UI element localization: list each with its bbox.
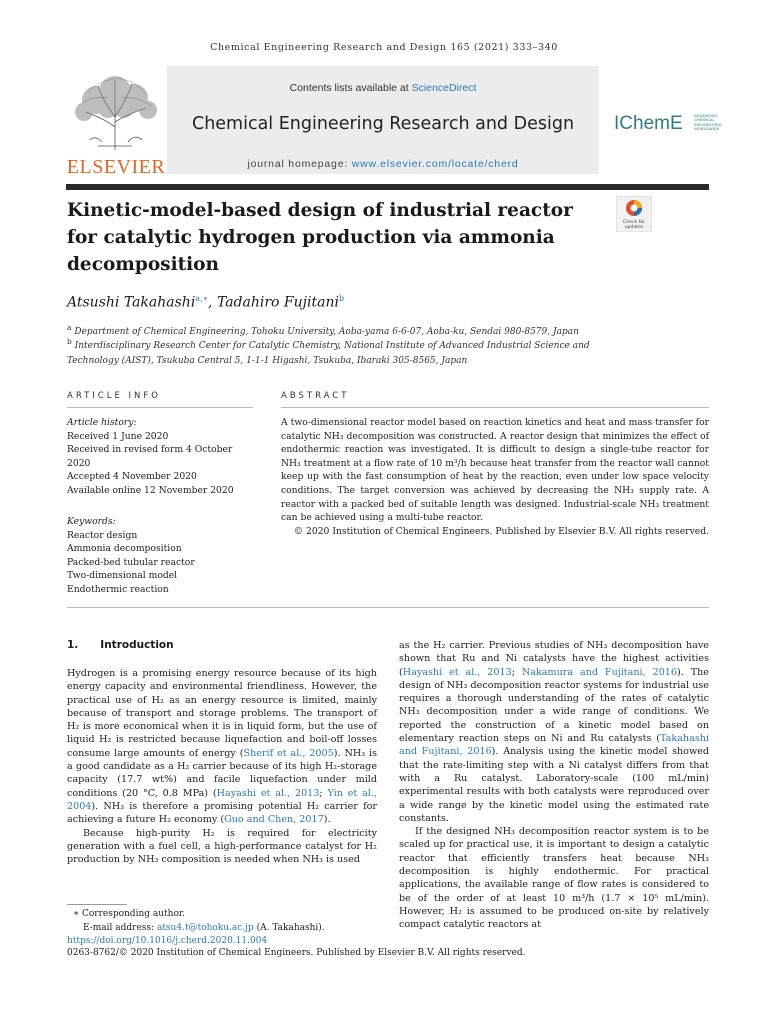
abstract-bottom-rule	[67, 607, 709, 608]
title-line-3: decomposition	[67, 254, 219, 275]
citation-link[interactable]: Guo and Chen, 2017	[224, 814, 324, 826]
history-label: Article history:	[67, 417, 137, 428]
affiliation-a-marker: a	[67, 323, 72, 332]
keyword-item: Ammonia decomposition	[67, 543, 182, 555]
left-column	[67, 667, 377, 866]
intro-paragraph-1	[67, 667, 377, 827]
contents-prefix: Contents lists available at	[289, 82, 412, 94]
header-rule	[66, 184, 709, 190]
section-heading-introduction	[67, 639, 174, 651]
icheme-tagline: ADVANCING CHEMICAL ENGINEERING WORLDWIDE	[694, 113, 723, 132]
citation-separator: ;	[511, 666, 522, 678]
affiliation-b	[67, 334, 627, 369]
email-line	[67, 922, 387, 936]
intro-paragraph-4: If the designed NH₃ decomposition reactor system is to be scaled up for practical use, it is important to design a catalytic reactor that efficiently transfers heat because NH₃ decomposition is highly endothermic. For practical applications, the available range of flow rates is considered to be of the order of at least 10 m³/h (1.7 × 10⁵ mL/min). However, H₂ is assumed to be produced on-site by relatively compact catalytic reactors at	[399, 826, 709, 931]
right-column	[399, 639, 709, 932]
sciencedirect-link[interactable]: ScienceDirect	[411, 82, 477, 94]
keyword-item: Packed-bed tubular reactor	[67, 556, 195, 568]
elsevier-wordmark: ELSEVIER	[66, 156, 166, 178]
author-2-affil-marker[interactable]: b	[338, 294, 345, 303]
abstract-label: ABSTRACT	[281, 391, 350, 401]
citation-link[interactable]: Nakamura and Fujitani, 2016	[521, 666, 677, 678]
citation-link[interactable]: Takahashi and Fujitani, 2016	[399, 733, 709, 758]
title-line-2: for catalytic hydrogen production via ammonia	[67, 227, 555, 248]
history-accepted: Accepted 4 November 2020	[67, 471, 197, 483]
citation-separator: ;	[319, 787, 328, 799]
citation-link[interactable]: Sherif et al., 2005	[243, 747, 334, 759]
intro-p1-text-b: ). NH₃ is a good candidate as a H₂ carrier because of its high H₂-storage capacity (17.7 wt%) and facile liquefaction under mild conditions (20 °C, 0.8 MPa) (	[67, 747, 377, 799]
intro-p3-text-c: ). Analysis using the kinetic model showed that the rate-limiting step with a Ni catalyst differs from that with a Ru catalyst. Laboratory-scale (100 mL/min) experimental results with both catalysts were reproduced over a wide range by the kinetic model using the estimated rate constants.	[399, 746, 709, 824]
corresponding-author-note: ∗ Corresponding author.	[73, 909, 186, 919]
running-head: Chemical Engineering Research and Design 165 (2021) 333–340	[210, 42, 558, 53]
keyword-item: Endothermic reaction	[67, 583, 169, 595]
history-revised-1: Received in revised form 4 October	[67, 444, 233, 456]
email-suffix: (A. Takahashi).	[253, 922, 325, 933]
email-link[interactable]: atsu4.t@tohoku.ac.jp	[156, 922, 254, 933]
article-info-rule	[67, 407, 253, 408]
intro-p3-text-b: ). The design of NH₃ decomposition reactor systems for industrial use requires a thorough understanding of the rates of catalytic NH₃ decomposition under a wide range of conditions. We reported the construction of a kinetic model based on elementary reaction steps on Ni and Ru catalysts (	[399, 666, 709, 745]
author-separator: ,	[208, 294, 217, 311]
icheme-wordmark: IChemE	[614, 113, 683, 134]
contents-available-line	[167, 82, 599, 94]
email-prefix: E-mail address:	[83, 922, 157, 933]
affiliation-b-line-1: Interdisciplinary Research Center for Catalytic Chemistry, National Institute of Advanced Industrial Science and	[74, 341, 590, 351]
history-online: Available online 12 November 2020	[67, 484, 234, 496]
author-2: Tadahiro Fujitani	[216, 294, 339, 311]
keywords-block	[67, 515, 257, 597]
doi-link[interactable]: https://doi.org/10.1016/j.cherd.2020.11.004	[67, 936, 268, 946]
author-1: Atsushi Takahashi	[67, 294, 196, 311]
keyword-item: Reactor design	[67, 529, 138, 541]
check-badge-line1: Check for	[623, 220, 645, 225]
issn-copyright: 0263-8762/© 2020 Institution of Chemical Engineers. Published by Elsevier B.V. All rights reserved.	[67, 948, 526, 958]
article-title	[67, 197, 597, 278]
history-received: Received 1 June 2020	[67, 430, 169, 442]
abstract-copyright: © 2020 Institution of Chemical Engineers. Published by Elsevier B.V. All rights reserved.	[293, 525, 709, 537]
journal-homepage-line	[167, 158, 599, 170]
intro-paragraph-3	[399, 639, 709, 825]
check-badge-line2: updates	[624, 225, 644, 230]
section-title: Introduction	[100, 639, 174, 651]
abstract-body	[281, 416, 709, 538]
affiliation-a-text: Department of Chemical Engineering, Tohoku University, Aoba-yama 6-6-07, Aoba-ku, Sendai 980-8579, Japan	[74, 327, 579, 337]
author-1-affil-marker[interactable]: a,∗	[195, 294, 209, 303]
section-number: 1.	[67, 639, 79, 651]
keywords-label: Keywords:	[67, 516, 116, 527]
affiliation-b-marker: b	[67, 337, 72, 346]
homepage-prefix: journal homepage:	[247, 158, 352, 170]
intro-paragraph-2: Because high-purity H₂ is required for electricity generation with a fuel cell, a high-performance catalyst for H₂ production by NH₃ composition is needed when NH₃ is used	[67, 827, 377, 866]
abstract-text: A two-dimensional reactor model based on reaction kinetics and heat and mass transfer for catalytic NH₃ decomposition was constructed. A reactor design that minimizes the effect of endothermic reaction was investigated. It is difficult to design a single-tube reactor for NH₃ treatment at a flow rate of 10 m³/h because heat transfer from the reactor wall cannot keep up with the fast consumption of heat by the reaction, even under low space velocity conditions. The target conversion was achieved by decreasing the NH₃ supply rate. A reactor with a packed bed of suitable length was designed. Industrial-scale NH₃ treatment can be achieved using a multi-tube reactor.	[281, 417, 709, 524]
article-history	[67, 416, 257, 498]
footnote-block	[67, 908, 387, 949]
icheme-logo	[614, 112, 724, 136]
citation-link[interactable]: Hayashi et al., 2013	[216, 787, 320, 799]
intro-p1-text-d: ).	[323, 814, 331, 826]
footnote-rule	[67, 904, 127, 905]
citation-link[interactable]: Hayashi et al., 2013	[402, 666, 512, 678]
elsevier-tree-logo	[68, 72, 162, 152]
keyword-item: Two-dimensional model	[67, 570, 178, 582]
affiliation-b-line-2: Technology (AIST), Tsukuba Central 5, 1-1-1 Higashi, Tsukuba, Ibaraki 305-8565, Japan	[67, 356, 468, 366]
intro-p1-text-a: Hydrogen is a promising energy resource because of its high energy capacity and environmental friendliness. However, the practical use of H₂ as an energy resource is limited, mainly because of transport and storage problems. The transport of H₂ is more economical when it is in liquid form, but the use of liquid H₂ is restricted because liquefaction and boil-off losses consume large amounts of energy (	[67, 668, 377, 759]
journal-homepage-link[interactable]: www.elsevier.com/locate/cherd	[351, 158, 519, 170]
article-info-label: ARTICLE INFO	[67, 391, 161, 401]
author-list	[67, 294, 344, 311]
citation-link[interactable]: Yin et al., 2004	[67, 787, 377, 812]
intro-p1-text-c: ). NH₃ is therefore a promising potential H₂ carrier for achieving a future H₂ economy (	[67, 800, 377, 826]
history-revised-2: 2020	[67, 457, 91, 469]
check-for-updates-icon[interactable]	[616, 196, 652, 232]
intro-p3-text-a: as the H₂ carrier. Previous studies of NH₃ decomposition have shown that Ru and Ni catalysts have the highest activities (	[399, 640, 709, 678]
abstract-rule	[281, 407, 709, 408]
title-line-1: Kinetic-model-based design of industrial reactor	[67, 200, 573, 221]
journal-title: Chemical Engineering Research and Design	[191, 114, 575, 134]
